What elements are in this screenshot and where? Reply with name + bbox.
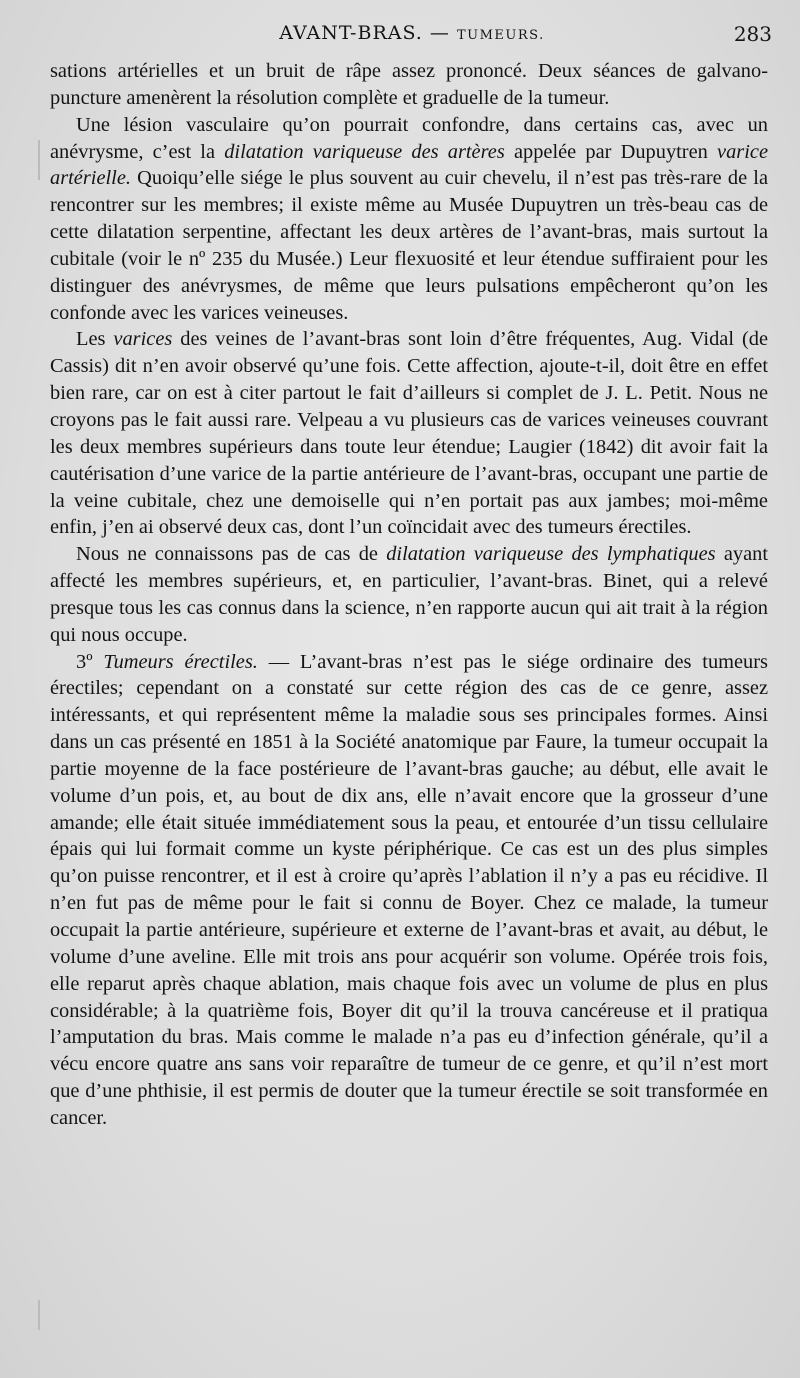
- italic-term: Tumeurs érectiles.: [103, 650, 258, 673]
- text-run: ayant affecté les membres supérieurs, et, en particulier, l’avant-bras. Binet, qui a relevé presque tous les cas connus dans la science, n’en rapporte aucun qui ait trait à la région qui nous occupe.: [50, 543, 768, 646]
- text-run: des veines de l’avant-bras sont loin d’être fréquentes, Aug. Vidal (de Cassis) dit n’en avoir observé qu’une fois. Cette affection, ajoute-t-il, doit être en effet bien rare, car on est à citer partout le fait d’ailleurs si complet de J. L. Petit. Nous ne croyons pas le fait aussi rare. Velpeau a vu plusieurs cas de varices veineuses couvrant les deux membres supérieurs dans toute leur étendue; Laugier (1842) dit avoir fait la cautérisation d’une varice de la partie antérieure de l’avant-bras, occupant une partie de la veine cubitale, chez une demoiselle qui n’en portait pas aux jambes; moi-même enfin, j’en ai observé deux cas, dont l’un coïncidait avec des tumeurs érectiles.: [50, 328, 768, 539]
- italic-term: dilatation variqueuse des lymphatiques: [386, 543, 716, 566]
- text-run: appelée par Dupuytren: [504, 140, 718, 163]
- chapter-title: AVANT-BRAS.: [279, 22, 423, 44]
- body-text: [50, 58, 768, 1132]
- italic-term: dilatation variqueuse des artères: [224, 140, 505, 163]
- page-edge-shadow: [38, 140, 40, 180]
- running-head-title: [52, 22, 772, 44]
- text-run: — L’avant-bras n’est pas le siége ordinaire des tumeurs érectiles; cependant on a constaté sur cette région des cas de ce genre, assez intéressants, et qui représentent même la maladie sous ses principales formes. Ainsi dans un cas présenté en 1851 à la Société anatomique par Faure, la tumeur occupait la partie moyenne de la face postérieure de l’avant-bras gauche; au début, elle avait le volume d’un pois, et, au bout de dix ans, elle n’avait encore que la grosseur d’une amande; elle était située immédiatement sous la peau, et entourée d’un tissu cellulaire épais qui lui formait comme un kyste périphérique. Ce cas est un des plus simples qu’on puisse rencontrer, et il est à croire qu’après l’ablation il n’y a pas eu récidive. Il n’en fut pas de même pour le fait si connu de Boyer. Chez ce malade, la tumeur occupait la partie antérieure, supérieure et externe de l’avant-bras et avait, au début, le volume d’une aveline. Elle mit trois ans pour acquérir son volume. Opérée trois fois, elle reparut après chaque ablation, mais chaque fois avec un volume de plus en plus considérable; à la quatrième fois, Boyer dit qu’il la trouva cancéreuse et il pratiqua l’amputation du bras. Mais comme le malade n’a pas eu d’infection générale, qu’il a vécu encore quatre ans sans voir reparaître de tumeur de ce genre, et qu’il n’est mort que d’une phthisie, il est permis de douter que la tumeur érectile se soit transformée en cancer.: [50, 650, 768, 1129]
- paragraph: [50, 649, 768, 1132]
- paragraph: [50, 58, 768, 112]
- text-run: 3º: [76, 650, 104, 673]
- italic-term: varice artérielle.: [50, 140, 768, 190]
- running-head: [52, 22, 772, 52]
- page-edge-shadow: [38, 1300, 40, 1330]
- text-run: Les: [76, 328, 114, 351]
- italic-term: varices: [113, 328, 173, 351]
- paragraph: [50, 326, 768, 541]
- paragraph: [50, 112, 768, 327]
- page-number: 283: [733, 22, 772, 46]
- text-run: Une lésion vasculaire qu’on pourrait confondre, dans certains cas, avec un anévrysme, c’est la: [50, 113, 768, 163]
- title-dash: —: [429, 22, 450, 44]
- section-title: TUMEURS.: [456, 28, 545, 43]
- text-run: sations artérielles et un bruit de râpe assez prononcé. Deux séances de galvano-puncture amenèrent la résolution complète et graduelle de la tumeur.: [50, 60, 768, 109]
- paragraph: [50, 541, 768, 648]
- text-run: Nous ne connaissons pas de cas de: [76, 543, 387, 566]
- text-run: Quoiqu’elle siége le plus souvent au cuir chevelu, il n’est pas très-rare de la rencontrer sur les membres; il existe même au Musée Dupuytren un très-beau cas de cette dilatation serpentine, affectant les deux artères de l’avant-bras, mais surtout la cubitale (voir le nº 235 du Musée.) Leur flexuosité et leur étendue suffiraient pour les distinguer des anévrysmes, de même que leurs pulsations empêcheront qu’on les confonde avec les varices veineuses.: [50, 167, 768, 324]
